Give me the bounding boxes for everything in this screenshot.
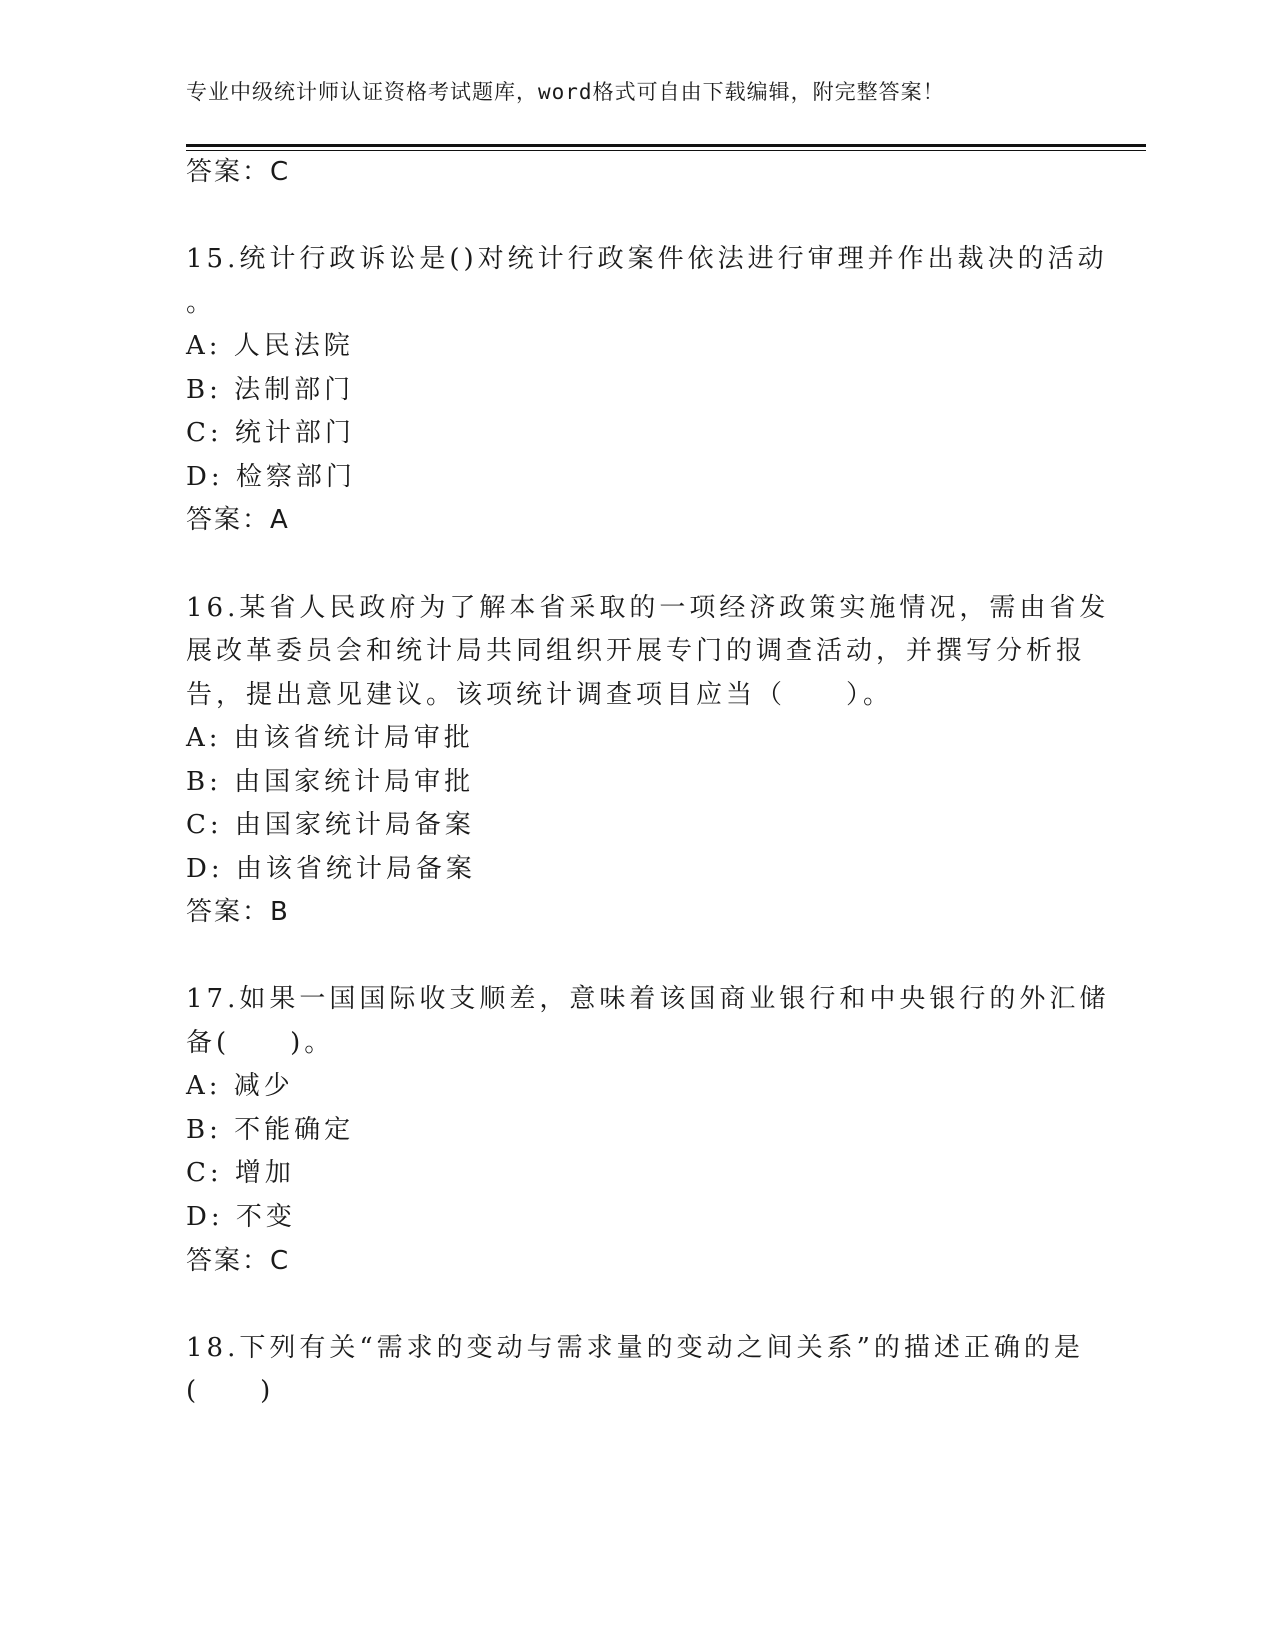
q16-option-c: C: 由国家统计局备案 (186, 810, 475, 840)
q15-option-c: C: 统计部门 (186, 418, 355, 448)
q15-option-b: B: 法制部门 (186, 375, 355, 405)
q17-option-d: D: 不变 (186, 1202, 296, 1232)
q17-answer: 答案：C (186, 1246, 291, 1276)
q16-stem-line-1: 16.某省人民政府为了解本省采取的一项经济政策实施情况，需由省发 (186, 593, 1110, 623)
header-rule-thick (186, 144, 1146, 147)
q15-option-a: A: 人民法院 (186, 331, 354, 361)
q18-stem-line-2: ( ) (186, 1376, 275, 1406)
q17-option-b: B: 不能确定 (186, 1115, 355, 1145)
q16-stem-line-3: 告，提出意见建议。该项统计调查项目应当（ ）。 (186, 680, 894, 710)
q18-stem-line-1: 18.下列有关“需求的变动与需求量的变动之间关系”的描述正确的是 (186, 1333, 1084, 1363)
q15-stem-line-2: 。 (186, 288, 217, 318)
q16-option-b: B: 由国家统计局审批 (186, 767, 475, 797)
answer-prev: 答案：C (186, 157, 291, 187)
q16-option-a: A: 由该省统计局审批 (186, 723, 474, 753)
q16-option-d: D: 由该省统计局备案 (186, 854, 476, 884)
q15-option-d: D: 检察部门 (186, 462, 356, 492)
q15-answer: 答案：A (186, 505, 290, 535)
q16-stem-line-2: 展改革委员会和统计局共同组织开展专门的调查活动，并撰写分析报 (186, 636, 1087, 666)
q17-option-c: C: 增加 (186, 1158, 295, 1188)
q16-answer: 答案：B (186, 897, 290, 927)
q17-option-a: A: 减少 (186, 1071, 294, 1101)
header-rule-thin (186, 150, 1146, 151)
q15-stem-line-1: 15.统计行政诉讼是()对统计行政案件依法进行审理并作出裁决的活动 (186, 244, 1108, 274)
page-header: 专业中级统计师认证资格考试题库，word格式可自由下载编辑，附完整答案！ (186, 80, 945, 104)
q17-stem-line-2: 备( )。 (186, 1028, 335, 1058)
q17-stem-line-1: 17.如果一国国际收支顺差，意味着该国商业银行和中央银行的外汇储 (186, 984, 1110, 1014)
